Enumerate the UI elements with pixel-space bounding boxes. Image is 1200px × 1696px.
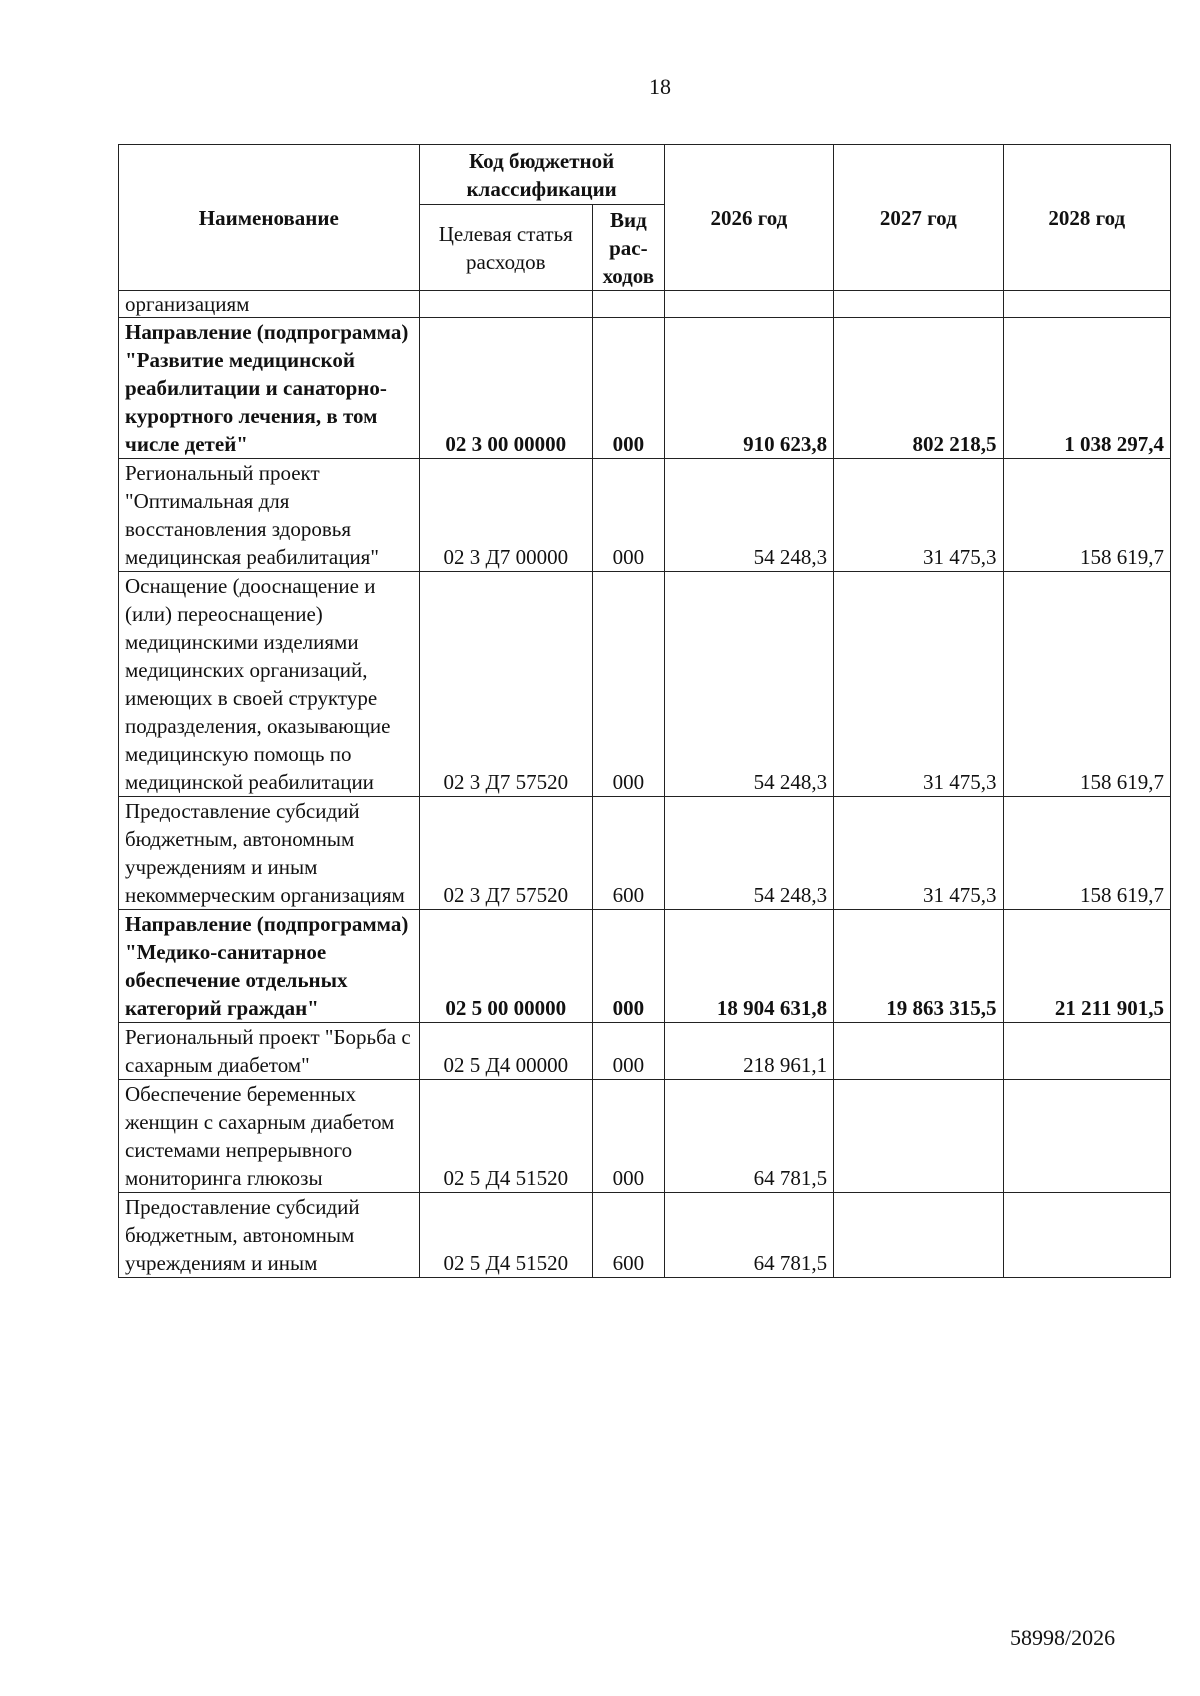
row-target-article: 02 3 Д7 57520 bbox=[419, 572, 592, 797]
row-target-article: 02 5 Д4 00000 bbox=[419, 1023, 592, 1080]
row-target-article: 02 3 Д7 57520 bbox=[419, 797, 592, 910]
row-amount-2028: 158 619,7 bbox=[1003, 797, 1170, 910]
row-name: Региональный проект "Оптимальная для восстановления здоровья медицинская реабилитация" bbox=[119, 459, 420, 572]
row-name: Региональный проект "Борьба с сахарным диабетом" bbox=[119, 1023, 420, 1080]
row-amount-2026: 54 248,3 bbox=[664, 572, 833, 797]
row-amount-2028: 158 619,7 bbox=[1003, 459, 1170, 572]
row-amount-2027: 31 475,3 bbox=[834, 459, 1003, 572]
header-expense-kind-line: рас- bbox=[609, 235, 648, 260]
row-expense-kind: 600 bbox=[593, 1193, 665, 1278]
row-amount-2027 bbox=[834, 1193, 1003, 1278]
row-amount-2028 bbox=[1003, 1023, 1170, 1080]
row-amount-2028 bbox=[1003, 1080, 1170, 1193]
table-body bbox=[119, 291, 1171, 1278]
row-name: организациям bbox=[119, 291, 420, 318]
document-code: 58998/2026 bbox=[1010, 1625, 1116, 1650]
row-amount-2027: 802 218,5 bbox=[834, 318, 1003, 459]
row-amount-2026: 218 961,1 bbox=[664, 1023, 833, 1080]
header-name: Наименование bbox=[119, 145, 420, 291]
row-amount-2026: 910 623,8 bbox=[664, 318, 833, 459]
row-target-article: 02 5 Д4 51520 bbox=[419, 1080, 592, 1193]
row-amount-2027 bbox=[834, 1080, 1003, 1193]
row-amount-2028: 21 211 901,5 bbox=[1003, 910, 1170, 1023]
row-target-article: 02 5 Д4 51520 bbox=[419, 1193, 592, 1278]
row-amount-2026: 54 248,3 bbox=[664, 797, 833, 910]
row-amount-2028 bbox=[1003, 1193, 1170, 1278]
row-amount-2027: 19 863 315,5 bbox=[834, 910, 1003, 1023]
row-amount-2026: 64 781,5 bbox=[664, 1080, 833, 1193]
table-row bbox=[119, 1080, 1171, 1193]
row-name: Оснащение (дооснащение и (или) переоснащение) медицинскими изделиями медицинских организаций, имеющих в своей структуре подразделения, оказывающие медицинскую помощь по медицинской реабилитации bbox=[119, 572, 420, 797]
table-row bbox=[119, 459, 1171, 572]
row-expense-kind bbox=[593, 291, 665, 318]
row-amount-2027 bbox=[834, 291, 1003, 318]
header-2028: 2028 год bbox=[1003, 145, 1170, 291]
header-target-article: Целевая статья расходов bbox=[419, 205, 592, 291]
row-amount-2028: 158 619,7 bbox=[1003, 572, 1170, 797]
row-amount-2026 bbox=[664, 291, 833, 318]
table-row bbox=[119, 1193, 1171, 1278]
row-target-article: 02 3 00 00000 bbox=[419, 318, 592, 459]
row-amount-2026: 18 904 631,8 bbox=[664, 910, 833, 1023]
table-row bbox=[119, 291, 1171, 318]
header-code-group: Код бюджетной классификации bbox=[419, 145, 664, 205]
row-name: Направление (подпрограмма) "Медико-санитарное обеспечение отдельных категорий граждан" bbox=[119, 910, 420, 1023]
row-name: Предоставление субсидий бюджетным, автономным учреждениям и иным bbox=[119, 1193, 420, 1278]
row-amount-2028 bbox=[1003, 291, 1170, 318]
row-amount-2026: 54 248,3 bbox=[664, 459, 833, 572]
row-amount-2027 bbox=[834, 1023, 1003, 1080]
row-target-article: 02 3 Д7 00000 bbox=[419, 459, 592, 572]
row-amount-2027: 31 475,3 bbox=[834, 797, 1003, 910]
header-2027: 2027 год bbox=[834, 145, 1003, 291]
row-expense-kind: 000 bbox=[593, 572, 665, 797]
row-expense-kind: 000 bbox=[593, 1080, 665, 1193]
table-header bbox=[119, 145, 1171, 291]
row-name: Предоставление субсидий бюджетным, автономным учреждениям и иным некоммерческим организациям bbox=[119, 797, 420, 910]
header-2026: 2026 год bbox=[664, 145, 833, 291]
row-target-article: 02 5 00 00000 bbox=[419, 910, 592, 1023]
header-expense-kind bbox=[593, 205, 665, 291]
row-amount-2026: 64 781,5 bbox=[664, 1193, 833, 1278]
row-name: Обеспечение беременных женщин с сахарным диабетом системами непрерывного мониторинга глюкозы bbox=[119, 1080, 420, 1193]
row-expense-kind: 000 bbox=[593, 459, 665, 572]
budget-table bbox=[118, 144, 1171, 1278]
row-expense-kind: 000 bbox=[593, 318, 665, 459]
header-expense-kind-line: Вид bbox=[609, 207, 647, 232]
row-name: Направление (подпрограмма) "Развитие медицинской реабилитации и санаторно-курортного лечения, в том числе детей" bbox=[119, 318, 420, 459]
table-row bbox=[119, 1023, 1171, 1080]
table-row bbox=[119, 797, 1171, 910]
page-number: 18 bbox=[649, 74, 671, 99]
table-row bbox=[119, 318, 1171, 459]
row-expense-kind: 600 bbox=[593, 797, 665, 910]
row-expense-kind: 000 bbox=[593, 910, 665, 1023]
row-amount-2028: 1 038 297,4 bbox=[1003, 318, 1170, 459]
row-expense-kind: 000 bbox=[593, 1023, 665, 1080]
header-expense-kind-line: ходов bbox=[602, 263, 655, 288]
table-row bbox=[119, 572, 1171, 797]
row-amount-2027: 31 475,3 bbox=[834, 572, 1003, 797]
row-target-article bbox=[419, 291, 592, 318]
table-row bbox=[119, 910, 1171, 1023]
